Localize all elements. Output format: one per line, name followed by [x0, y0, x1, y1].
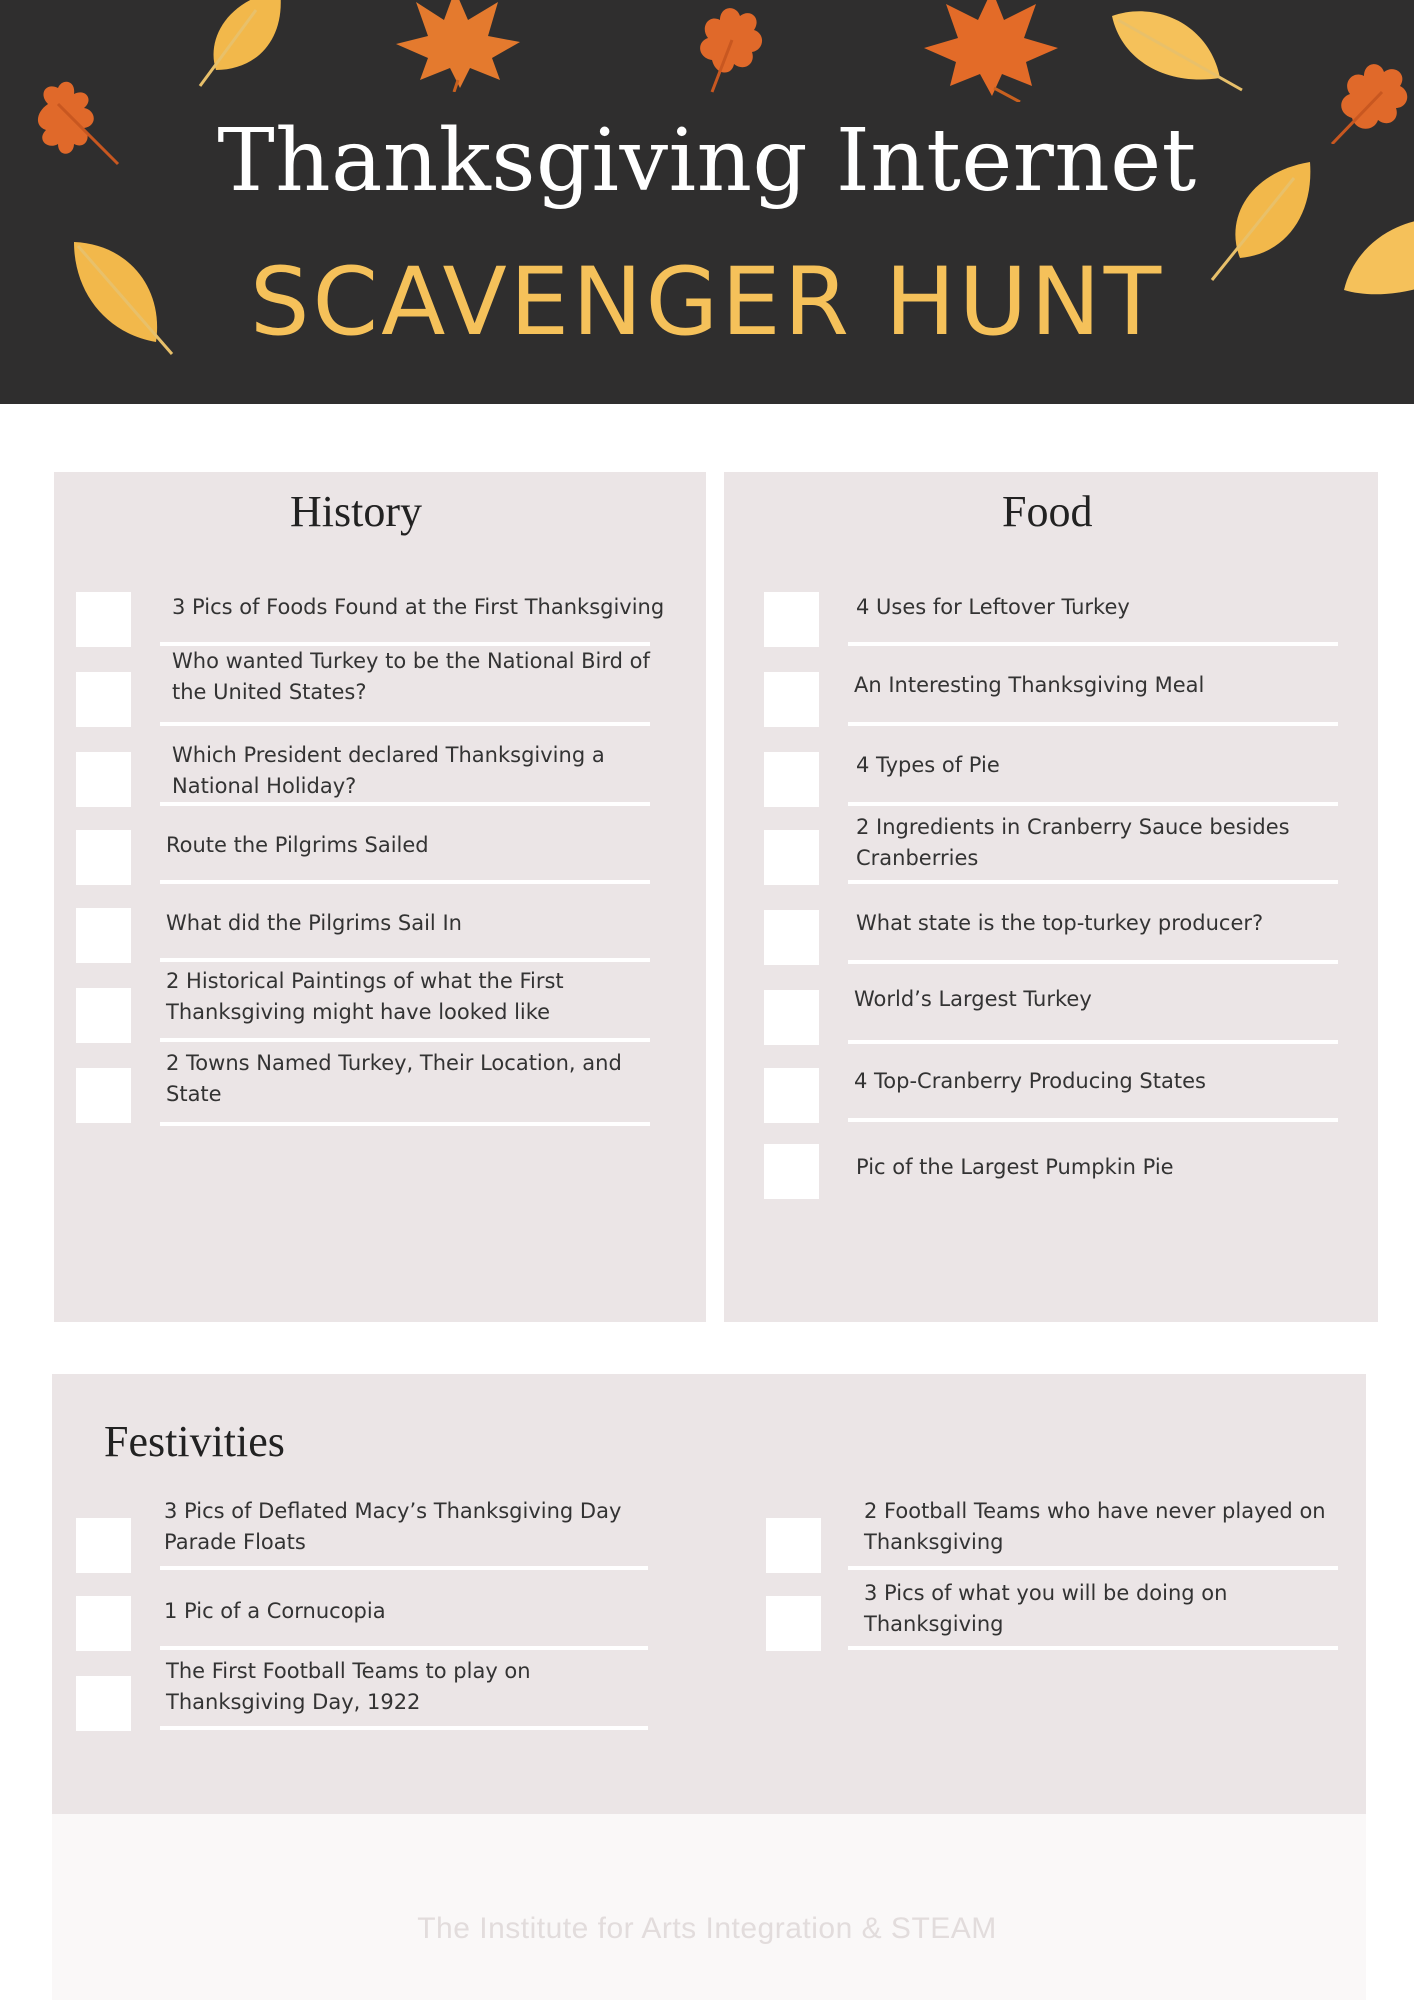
item-text: The First Football Teams to play on Thanksgiving Day, 1922 [166, 1659, 531, 1714]
checkbox[interactable] [76, 752, 131, 807]
checkbox[interactable] [76, 1068, 131, 1123]
item-text: Pic of the Largest Pumpkin Pie [856, 1155, 1174, 1179]
checkbox[interactable] [764, 592, 819, 647]
item-text: 3 Pics of Deflated Macy’s Thanksgiving Day Parade Floats [164, 1499, 622, 1554]
item-underline [160, 1038, 650, 1042]
checkbox[interactable] [76, 908, 131, 963]
item-text: 2 Historical Paintings of what the First Thanksgiving might have looked like [166, 969, 564, 1024]
item-text: 4 Top-Cranberry Producing States [854, 1069, 1206, 1093]
festivities-title: Festivities [104, 1417, 285, 1466]
history-title: History [290, 487, 422, 536]
item-text: What did the Pilgrims Sail In [166, 911, 462, 935]
item-underline [848, 1646, 1338, 1650]
history-card [54, 472, 706, 1322]
title-line-2: SCAVENGER HUNT [249, 248, 1165, 357]
item-underline [848, 1118, 1338, 1122]
checkbox[interactable] [764, 1068, 819, 1123]
footer-credit: The Institute for Arts Integration & STEAM [417, 1912, 997, 1945]
item-underline [160, 880, 650, 884]
checkbox[interactable] [76, 1596, 131, 1651]
item-underline [160, 1726, 648, 1730]
food-card [724, 472, 1378, 1322]
checkbox[interactable] [766, 1596, 821, 1651]
header-banner [0, 0, 1414, 404]
item-underline [160, 1122, 650, 1126]
item-underline [160, 1646, 648, 1650]
maple-leaf-icon [912, 0, 1062, 102]
item-underline [848, 1040, 1338, 1044]
yellow-leaf-icon [1108, 6, 1244, 94]
yellow-leaf-icon [196, 0, 288, 90]
item-text: 1 Pic of a Cornucopia [164, 1599, 386, 1623]
item-underline [848, 1566, 1338, 1570]
checkbox[interactable] [76, 988, 131, 1043]
checkbox[interactable] [764, 672, 819, 727]
footer-panel [52, 1814, 1366, 2000]
item-text: An Interesting Thanksgiving Meal [854, 673, 1205, 697]
item-underline [160, 1566, 648, 1570]
checkbox[interactable] [764, 1144, 819, 1199]
item-text: What state is the top-turkey producer? [856, 911, 1264, 935]
item-text: 3 Pics of Foods Found at the First Thanksgiving [172, 595, 665, 619]
item-text: Which President declared Thanksgiving a National Holiday? [172, 743, 605, 798]
item-underline [848, 802, 1338, 806]
item-underline [160, 958, 650, 962]
item-text: 4 Types of Pie [856, 753, 1000, 777]
checkbox[interactable] [76, 592, 131, 647]
item-underline [848, 642, 1338, 646]
checkbox[interactable] [76, 830, 131, 885]
item-underline [848, 880, 1338, 884]
item-text: 2 Ingredients in Cranberry Sauce besides Cranberries [856, 815, 1290, 870]
checkbox[interactable] [764, 990, 819, 1045]
oak-leaf-icon [676, 0, 776, 96]
checkbox[interactable] [764, 910, 819, 965]
item-text: 4 Uses for Leftover Turkey [856, 595, 1130, 619]
checkbox[interactable] [76, 1518, 131, 1573]
item-underline [848, 960, 1338, 964]
item-text: World’s Largest Turkey [854, 987, 1092, 1011]
checkbox[interactable] [766, 1518, 821, 1573]
item-underline [160, 722, 650, 726]
checkbox[interactable] [764, 752, 819, 807]
maple-leaf-icon [380, 0, 530, 92]
item-text: 3 Pics of what you will be doing on Thanksgiving [864, 1581, 1228, 1636]
item-underline [160, 802, 650, 806]
checkbox[interactable] [76, 1676, 131, 1731]
item-text: 2 Towns Named Turkey, Their Location, and State [166, 1051, 622, 1106]
item-text: Route the Pilgrims Sailed [166, 833, 429, 857]
item-text: Who wanted Turkey to be the National Bird of the United States? [172, 649, 650, 704]
title-line-1: Thanksgiving Internet [217, 111, 1197, 211]
item-text: 2 Football Teams who have never played on Thanksgiving [864, 1499, 1326, 1554]
item-underline [848, 722, 1338, 726]
festivities-card [52, 1374, 1366, 1814]
checkbox[interactable] [764, 830, 819, 885]
food-title: Food [1002, 487, 1093, 536]
checkbox[interactable] [76, 672, 131, 727]
